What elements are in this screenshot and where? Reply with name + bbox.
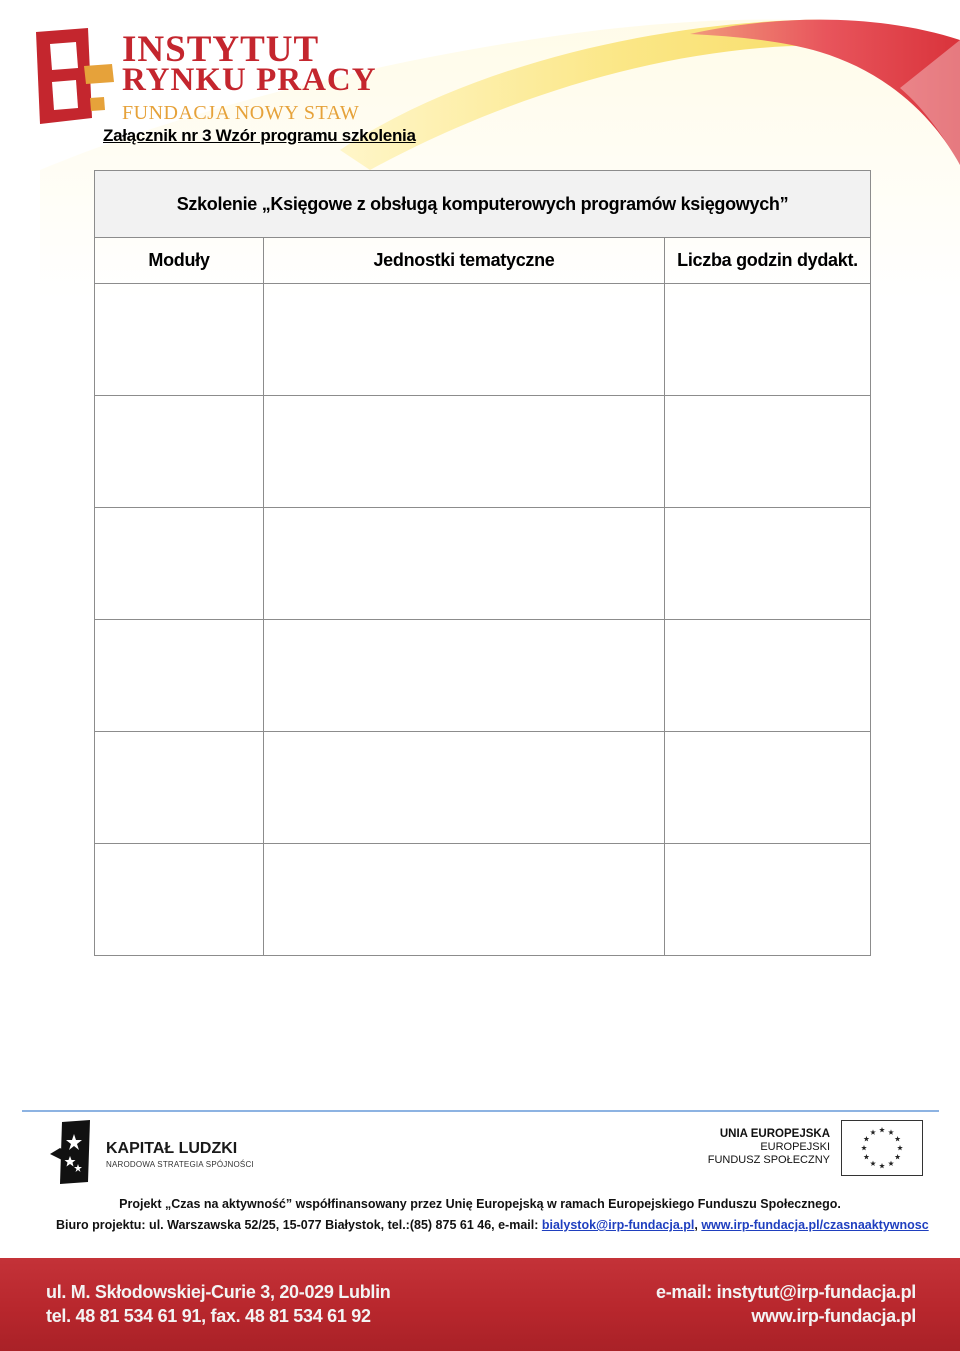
footer-contact-website[interactable]: www.irp-fundacja.pl <box>751 1306 916 1326</box>
table-cell[interactable] <box>95 508 264 620</box>
table-cell[interactable] <box>264 508 665 620</box>
eu-star <box>864 1136 870 1141</box>
eu-line-europejski: EUROPEJSKI <box>760 1141 830 1153</box>
table-row <box>95 396 871 508</box>
table-header-row <box>95 238 871 284</box>
table-cell[interactable] <box>665 284 871 396</box>
table-cell[interactable] <box>264 620 665 732</box>
table-cell[interactable] <box>264 396 665 508</box>
footer-address-line1: ul. M. Skłodowskiej-Curie 3, 20-029 Lublin <box>46 1282 391 1302</box>
project-office-line <box>56 1218 929 1232</box>
table-cell[interactable] <box>665 844 871 956</box>
table-row <box>95 620 871 732</box>
header-moduly: Moduły <box>95 238 264 284</box>
footer-contact-email[interactable]: e-mail: instytut@irp-fundacja.pl <box>656 1282 916 1302</box>
table-title: Szkolenie „Księgowe z obsługą komputerowych programów księgowych” <box>95 171 871 238</box>
eu-line-unia: UNIA EUROPEJSKA <box>719 1128 830 1140</box>
irp-logo <box>30 28 377 128</box>
eu-fund-text <box>708 1128 830 1167</box>
table-cell[interactable] <box>264 844 665 956</box>
eu-star <box>879 1127 885 1132</box>
header-jednostki-tematyczne: Jednostki tematyczne <box>264 238 665 284</box>
eu-star <box>888 1129 894 1134</box>
table-cell[interactable] <box>95 396 264 508</box>
table-row <box>95 284 871 396</box>
table-cell[interactable] <box>264 732 665 844</box>
office-address: Biuro projektu: ul. Warszawska 52/25, 15-077 Białystok, tel.:(85) 875 61 46, e-mail: <box>56 1218 542 1232</box>
eu-star <box>870 1129 876 1134</box>
table-title-row <box>95 171 871 238</box>
footer-address-line2: tel. 48 81 534 61 91, fax. 48 81 534 61 92 <box>46 1306 371 1326</box>
kapital-ludzki-icon <box>48 1120 94 1186</box>
door-logo-icon <box>30 28 116 124</box>
eu-star <box>861 1145 867 1150</box>
eu-star <box>879 1163 885 1168</box>
program-table <box>94 170 871 956</box>
footer-contact <box>656 1280 916 1328</box>
project-statement: Projekt „Czas na aktywność” współfinansowany przez Unię Europejską w ramach Europejskiego Funduszu Społecznego. <box>119 1197 841 1211</box>
attachment-title: Załącznik nr 3 Wzór programu szkolenia <box>103 126 416 145</box>
office-email-link[interactable]: bialystok@irp-fundacja.pl <box>541 1218 695 1232</box>
footer-divider <box>22 1110 939 1112</box>
logo-line-fundacja: FUNDACJA NOWY STAW <box>122 102 360 124</box>
table-cell[interactable] <box>665 396 871 508</box>
table-row <box>95 508 871 620</box>
table-cell[interactable] <box>95 284 264 396</box>
eu-flag-icon <box>841 1120 923 1176</box>
eu-star <box>895 1136 901 1141</box>
eu-line-fundusz: FUNDUSZ SPOŁECZNY <box>707 1154 830 1166</box>
office-separator: , <box>694 1218 702 1232</box>
kapital-ludzki-logo <box>48 1120 254 1186</box>
kapital-ludzki-subtitle: NARODOWA STRATEGIA SPÓJNOŚCI <box>106 1160 254 1169</box>
table-cell[interactable] <box>665 732 871 844</box>
logo-line-rynku-pracy: RYNKU PRACY <box>122 62 377 98</box>
header-liczba-godzin: Liczba godzin dydakt. <box>665 238 871 284</box>
table-row <box>95 732 871 844</box>
table-cell[interactable] <box>665 508 871 620</box>
office-website-link[interactable]: www.irp-fundacja.pl/czasnaaktywnosc <box>701 1218 929 1232</box>
table-row <box>95 844 871 956</box>
table-cell[interactable] <box>95 844 264 956</box>
logo-line-instytut: INSTYTUT <box>122 29 320 70</box>
eu-star <box>888 1161 894 1166</box>
eu-star <box>897 1145 903 1150</box>
table-cell[interactable] <box>95 620 264 732</box>
table-cell[interactable] <box>264 284 665 396</box>
table-cell[interactable] <box>95 732 264 844</box>
kapital-ludzki-title: KAPITAŁ LUDZKI <box>106 1140 238 1157</box>
footer-address <box>46 1280 390 1328</box>
eu-star <box>870 1161 876 1166</box>
eu-star <box>864 1154 870 1159</box>
eu-star <box>895 1154 901 1159</box>
table-cell[interactable] <box>665 620 871 732</box>
